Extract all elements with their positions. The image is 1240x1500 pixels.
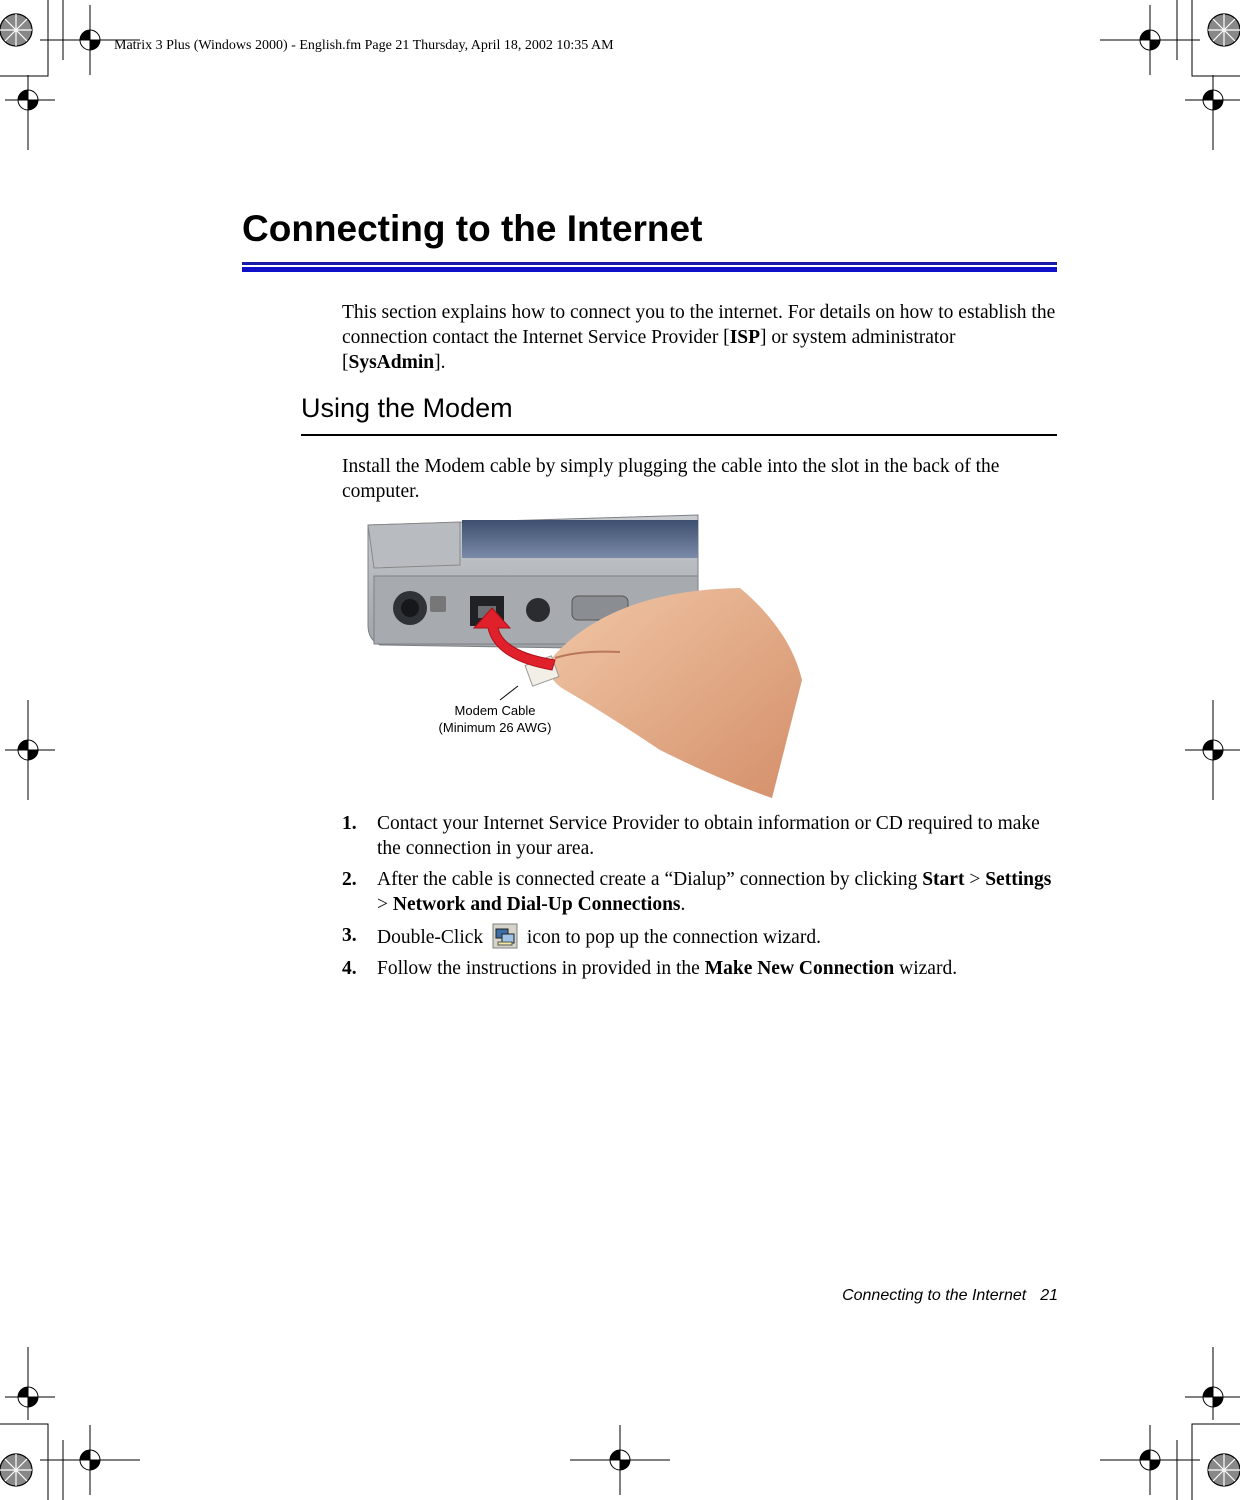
step-text: Double-Click bbox=[377, 927, 484, 948]
make-new-connection-term: Make New Connection bbox=[704, 958, 895, 979]
step-text-end: . bbox=[680, 894, 686, 915]
separator: > bbox=[377, 894, 393, 915]
intro-paragraph bbox=[342, 300, 1058, 375]
list-item bbox=[342, 956, 1058, 981]
section-rule bbox=[301, 434, 1057, 436]
intro-text-2: ] or system administrator [ bbox=[342, 327, 956, 373]
step-number: 4. bbox=[342, 958, 357, 979]
section-heading: Using the Modem bbox=[301, 393, 513, 423]
figure-label-line2: (Minimum 26 AWG) bbox=[438, 720, 552, 735]
intro-text-1: This section explains how to connect you to the internet. For details on how to establish the connection contact the Internet Service Provider [ bbox=[342, 302, 1056, 348]
print-file-info: Matrix 3 Plus (Windows 2000) - English.fm Page 21 Thursday, April 18, 2002 10:35 AM bbox=[114, 38, 614, 53]
list-item bbox=[342, 867, 1058, 917]
list-item bbox=[342, 811, 1058, 861]
page-title: Connecting to the Internet bbox=[242, 208, 703, 249]
step-number: 1. bbox=[342, 813, 357, 834]
list-item bbox=[342, 923, 1058, 950]
step-text: After the cable is connected create a “Dialup” connection by clicking bbox=[377, 869, 923, 890]
separator: > bbox=[964, 869, 986, 890]
figure-label-line1: Modem Cable bbox=[454, 703, 536, 718]
settings-term: Settings bbox=[985, 869, 1052, 890]
step-number: 2. bbox=[342, 869, 357, 890]
sysadmin-term: SysAdmin bbox=[348, 352, 435, 373]
isp-term: ISP bbox=[729, 327, 761, 348]
make-new-connection-icon bbox=[492, 923, 518, 949]
step-number: 3. bbox=[342, 925, 357, 946]
step-text-end: wizard. bbox=[894, 958, 958, 979]
title-rule-thin bbox=[242, 262, 1057, 265]
network-connections-term: Network and Dial-Up Connections bbox=[392, 894, 681, 915]
page-number: 21 bbox=[1040, 1287, 1058, 1304]
step-text: Contact your Internet Service Provider to obtain information or CD required to make the connection in your area. bbox=[377, 813, 1040, 859]
page-footer bbox=[760, 1287, 1058, 1305]
install-paragraph: Install the Modem cable by simply plugging the cable into the slot in the back of the computer. bbox=[342, 456, 1000, 502]
title-rule-thick bbox=[242, 267, 1057, 272]
start-term: Start bbox=[922, 869, 965, 890]
svideo-port bbox=[393, 591, 427, 625]
mouse-port-icon bbox=[430, 596, 446, 612]
modem-cable-illustration bbox=[360, 510, 810, 805]
step-text-end: icon to pop up the connection wizard. bbox=[526, 927, 821, 948]
steps-list bbox=[342, 811, 1058, 987]
running-title: Connecting to the Internet bbox=[842, 1287, 1027, 1304]
dc-in-port bbox=[526, 598, 550, 622]
step-text: Follow the instructions in provided in the bbox=[377, 958, 705, 979]
intro-text-3: ]. bbox=[434, 352, 446, 373]
label-pointer bbox=[500, 686, 518, 700]
